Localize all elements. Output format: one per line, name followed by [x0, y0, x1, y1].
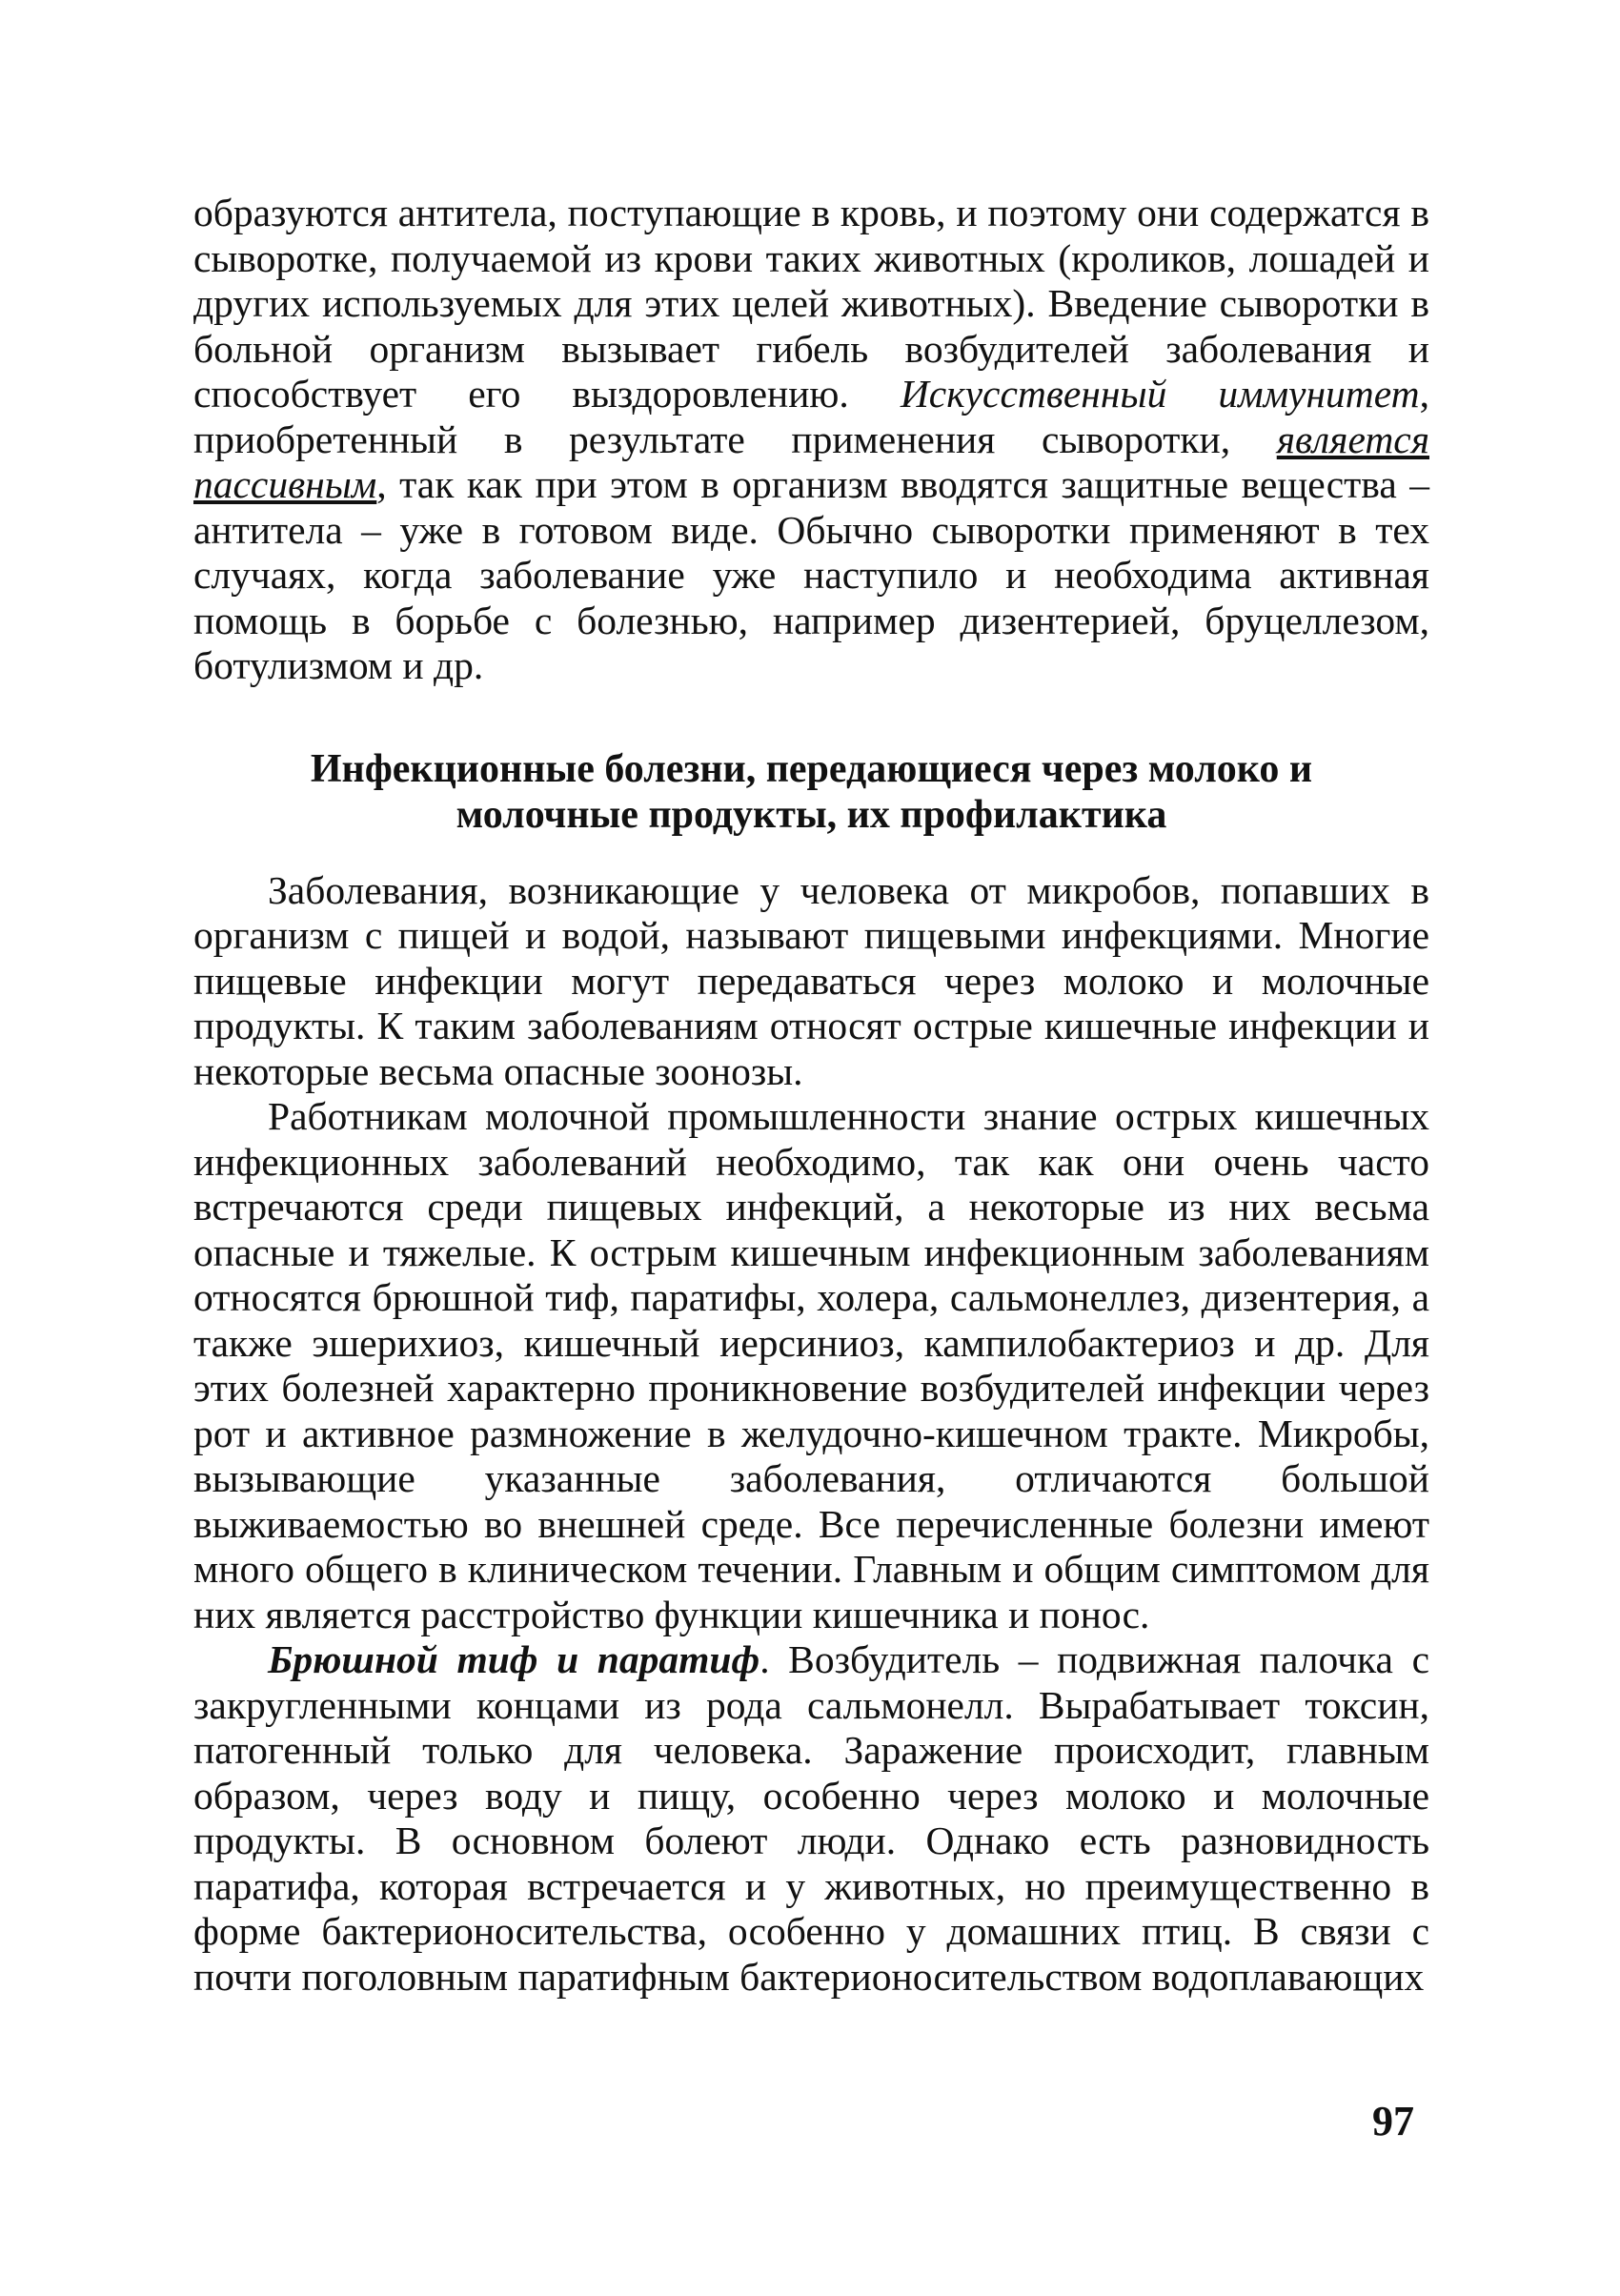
section-heading-line-1: Инфекционные болезни, передающиеся через молоко и [310, 746, 1313, 791]
run-in-heading-typhoid: Брюшной тиф и паратиф [268, 1637, 760, 1681]
section-heading [193, 746, 1429, 838]
paragraph-text: , приобретенный в результате применения сыворотки, [193, 372, 1429, 461]
section-heading-line-2: молочные продукты, их профилактика [456, 792, 1167, 837]
paragraph-food-infections: Заболевания, возникающие у человека от микробов, попавших в организм с пищей и водой, называют пищевыми инфекциями. Многие пищевые инфекции могут передаваться через молоко и молочные продукты. К таким заболеваниям относят острые кишечные инфекции и некоторые весьма опасные зоонозы. [193, 867, 1429, 1093]
paragraph-typhoid [193, 1637, 1429, 2000]
paragraph-text: образуются антитела, поступающие в кровь, и поэтому они содержатся в сыворотке, получаемой из крови таких животных (кроликов, лошадей и других используемых для этих целей животных). Введение сыворотки в больной организм вызывает гибель возбудителей заболевания и способствует его выздоровлению. [193, 191, 1429, 416]
page-number: 97 [1372, 2098, 1414, 2144]
paragraph-intestinal-infections: Работникам молочной промышленности знание острых кишечных инфекционных заболеваний необходимо, так как они очень часто встречаются среди пищевых инфекций, а некоторые из них весьма опасные и тяжелые. К острым кишечным инфекционным заболеваниям относятся брюшной тиф, паратифы, холера, сальмонеллез, дизентерия, а также эшерихиоз, кишечный иерсиниоз, кампилобактериоз и др. Для этих болезней характерно проникновение возбудителей инфекции через рот и активное размножение в желудочно-кишечном тракте. Микробы, вызывающие указанные заболевания, отличаются большой выживаемостью во внешней среде. Все перечисленные болезни имеют много общего в клиническом течении. Главным и общим симптомом для них является расстройство функции кишечника и понос. [193, 1094, 1429, 1636]
italic-term-artificial-immunity: Искусственный иммунитет [900, 372, 1420, 416]
paragraph-text: , так как при этом в организм вводятся защитные вещества – антитела – уже в готовом виде. Обычно сыворотки применяют в тех случаях, когда заболевание уже наступило и необходима активная помощь в борьбе с болезнью, например дизентерией, бруцеллезом, ботулизмом и др. [193, 462, 1429, 687]
page-text [193, 191, 1429, 2000]
paragraph-text: . Возбудитель – подвижная палочка с закругленными концами из рода сальмонелл. Вырабатывает токсин, патогенный только для человека. Заражение происходит, главным образом, через воду и пищу, особенно через молоко и молочные продукты. В основном болеют люди. Однако есть разновидность паратифа, которая встречается и у животных, но преимущественно в форме бактерионосительства, особенно у домашних птиц. В связи с почти поголовным паратифным бактерионосительством водоплавающих [193, 1637, 1429, 1999]
italic-term-passive: является пассивным [193, 417, 1429, 506]
paragraph-serum-immunity [193, 191, 1429, 689]
